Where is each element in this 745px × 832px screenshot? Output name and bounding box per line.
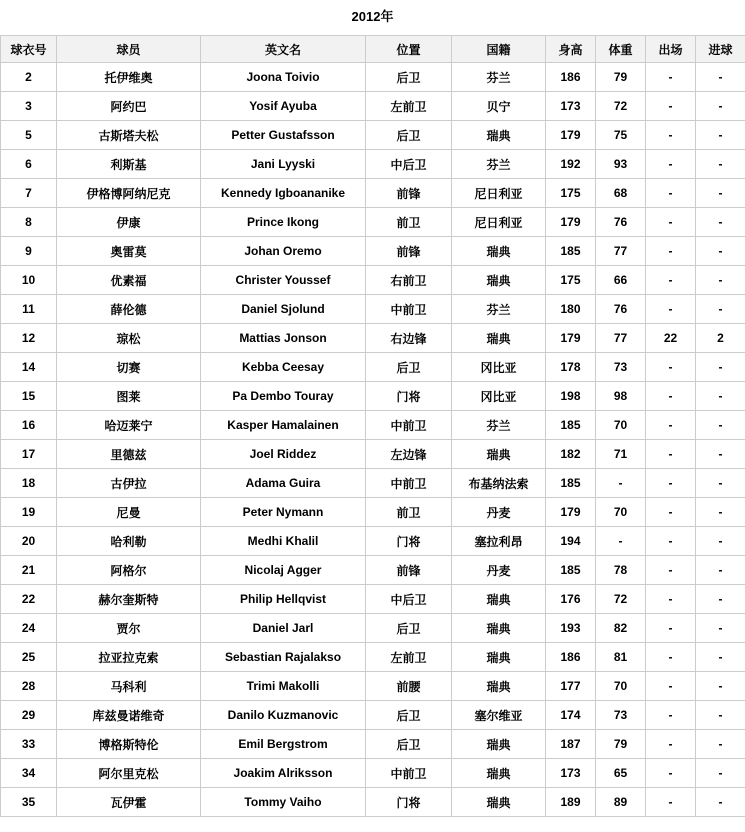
cell-nationality: 瑞典 bbox=[452, 672, 546, 701]
cell-position: 后卫 bbox=[366, 701, 452, 730]
cell-jersey-number: 17 bbox=[1, 440, 57, 469]
cell-jersey-number: 12 bbox=[1, 324, 57, 353]
cell-position: 中前卫 bbox=[366, 295, 452, 324]
cell-appearances: - bbox=[646, 498, 696, 527]
cell-height: 182 bbox=[546, 440, 596, 469]
cell-english-name: Trimi Makolli bbox=[201, 672, 366, 701]
cell-english-name: Petter Gustafsson bbox=[201, 121, 366, 150]
cell-position: 右边锋 bbox=[366, 324, 452, 353]
cell-appearances: - bbox=[646, 266, 696, 295]
cell-player: 薛伦德 bbox=[57, 295, 201, 324]
cell-player: 伊格博阿纳尼克 bbox=[57, 179, 201, 208]
cell-position: 中后卫 bbox=[366, 150, 452, 179]
table-row bbox=[1, 150, 745, 179]
cell-weight: 66 bbox=[596, 266, 646, 295]
cell-position: 后卫 bbox=[366, 730, 452, 759]
cell-nationality: 芬兰 bbox=[452, 295, 546, 324]
column-header-nationality: 国籍 bbox=[452, 36, 546, 63]
cell-weight: 68 bbox=[596, 179, 646, 208]
cell-player: 古伊拉 bbox=[57, 469, 201, 498]
cell-jersey-number: 18 bbox=[1, 469, 57, 498]
cell-jersey-number: 15 bbox=[1, 382, 57, 411]
cell-appearances: - bbox=[646, 382, 696, 411]
cell-weight: 71 bbox=[596, 440, 646, 469]
cell-height: 175 bbox=[546, 266, 596, 295]
cell-height: 179 bbox=[546, 208, 596, 237]
cell-height: 174 bbox=[546, 701, 596, 730]
table-row bbox=[1, 788, 745, 817]
table-row bbox=[1, 324, 745, 353]
cell-appearances: - bbox=[646, 614, 696, 643]
cell-player: 拉亚拉克索 bbox=[57, 643, 201, 672]
cell-player: 利斯基 bbox=[57, 150, 201, 179]
cell-nationality: 瑞典 bbox=[452, 237, 546, 266]
cell-height: 198 bbox=[546, 382, 596, 411]
cell-weight: 79 bbox=[596, 730, 646, 759]
cell-english-name: Emil Bergstrom bbox=[201, 730, 366, 759]
cell-english-name: Adama Guira bbox=[201, 469, 366, 498]
cell-player: 阿尔里克松 bbox=[57, 759, 201, 788]
cell-weight: 77 bbox=[596, 237, 646, 266]
cell-jersey-number: 28 bbox=[1, 672, 57, 701]
cell-english-name: Johan Oremo bbox=[201, 237, 366, 266]
cell-position: 中前卫 bbox=[366, 469, 452, 498]
cell-weight: 89 bbox=[596, 788, 646, 817]
cell-english-name: Nicolaj Agger bbox=[201, 556, 366, 585]
cell-goals: - bbox=[696, 63, 745, 92]
cell-jersey-number: 3 bbox=[1, 92, 57, 121]
cell-nationality: 瑞典 bbox=[452, 643, 546, 672]
cell-position: 门将 bbox=[366, 382, 452, 411]
cell-nationality: 瑞典 bbox=[452, 324, 546, 353]
cell-player: 贾尔 bbox=[57, 614, 201, 643]
cell-jersey-number: 8 bbox=[1, 208, 57, 237]
cell-position: 前卫 bbox=[366, 208, 452, 237]
cell-position: 门将 bbox=[366, 527, 452, 556]
table-row bbox=[1, 121, 745, 150]
cell-appearances: 22 bbox=[646, 324, 696, 353]
cell-jersey-number: 25 bbox=[1, 643, 57, 672]
cell-goals: - bbox=[696, 150, 745, 179]
cell-nationality: 丹麦 bbox=[452, 498, 546, 527]
cell-english-name: Mattias Jonson bbox=[201, 324, 366, 353]
table-row bbox=[1, 585, 745, 614]
cell-appearances: - bbox=[646, 788, 696, 817]
cell-height: 178 bbox=[546, 353, 596, 382]
cell-position: 左边锋 bbox=[366, 440, 452, 469]
cell-appearances: - bbox=[646, 469, 696, 498]
cell-player: 哈迈莱宁 bbox=[57, 411, 201, 440]
cell-appearances: - bbox=[646, 585, 696, 614]
cell-player: 图莱 bbox=[57, 382, 201, 411]
cell-goals: - bbox=[696, 179, 745, 208]
cell-weight: - bbox=[596, 469, 646, 498]
cell-goals: - bbox=[696, 730, 745, 759]
table-row bbox=[1, 237, 745, 266]
table-row bbox=[1, 411, 745, 440]
cell-jersey-number: 19 bbox=[1, 498, 57, 527]
cell-weight: 79 bbox=[596, 63, 646, 92]
cell-goals: - bbox=[696, 788, 745, 817]
cell-height: 189 bbox=[546, 788, 596, 817]
cell-nationality: 瑞典 bbox=[452, 759, 546, 788]
cell-jersey-number: 34 bbox=[1, 759, 57, 788]
cell-position: 后卫 bbox=[366, 121, 452, 150]
cell-appearances: - bbox=[646, 150, 696, 179]
cell-weight: 76 bbox=[596, 295, 646, 324]
cell-player: 伊康 bbox=[57, 208, 201, 237]
cell-player: 奥雷莫 bbox=[57, 237, 201, 266]
cell-nationality: 瑞典 bbox=[452, 730, 546, 759]
table-header-row bbox=[1, 36, 745, 63]
cell-weight: 98 bbox=[596, 382, 646, 411]
cell-nationality: 芬兰 bbox=[452, 411, 546, 440]
column-header-player: 球员 bbox=[57, 36, 201, 63]
cell-player: 优素福 bbox=[57, 266, 201, 295]
cell-nationality: 芬兰 bbox=[452, 63, 546, 92]
cell-height: 186 bbox=[546, 63, 596, 92]
cell-height: 173 bbox=[546, 92, 596, 121]
table-row bbox=[1, 614, 745, 643]
cell-english-name: Kasper Hamalainen bbox=[201, 411, 366, 440]
cell-goals: - bbox=[696, 440, 745, 469]
cell-position: 左前卫 bbox=[366, 643, 452, 672]
cell-nationality: 丹麦 bbox=[452, 556, 546, 585]
table-row bbox=[1, 208, 745, 237]
cell-jersey-number: 16 bbox=[1, 411, 57, 440]
cell-appearances: - bbox=[646, 759, 696, 788]
column-header-jersey-number: 球衣号 bbox=[1, 36, 57, 63]
cell-goals: - bbox=[696, 585, 745, 614]
cell-player: 博格斯特伦 bbox=[57, 730, 201, 759]
cell-goals: - bbox=[696, 614, 745, 643]
cell-goals: - bbox=[696, 295, 745, 324]
cell-player: 阿约巴 bbox=[57, 92, 201, 121]
cell-appearances: - bbox=[646, 237, 696, 266]
cell-appearances: - bbox=[646, 701, 696, 730]
cell-player: 马科利 bbox=[57, 672, 201, 701]
cell-english-name: Daniel Sjolund bbox=[201, 295, 366, 324]
cell-english-name: Jani Lyyski bbox=[201, 150, 366, 179]
table-body bbox=[1, 63, 745, 817]
table-row bbox=[1, 672, 745, 701]
cell-jersey-number: 20 bbox=[1, 527, 57, 556]
cell-player: 哈利勒 bbox=[57, 527, 201, 556]
cell-english-name: Kebba Ceesay bbox=[201, 353, 366, 382]
cell-player: 阿格尔 bbox=[57, 556, 201, 585]
cell-nationality: 瑞典 bbox=[452, 266, 546, 295]
cell-nationality: 瑞典 bbox=[452, 440, 546, 469]
cell-weight: 76 bbox=[596, 208, 646, 237]
page-title: 2012年 bbox=[351, 9, 394, 24]
cell-jersey-number: 14 bbox=[1, 353, 57, 382]
cell-player: 赫尔奎斯特 bbox=[57, 585, 201, 614]
cell-player: 瓦伊霍 bbox=[57, 788, 201, 817]
cell-player: 琼松 bbox=[57, 324, 201, 353]
cell-weight: - bbox=[596, 527, 646, 556]
cell-position: 前锋 bbox=[366, 237, 452, 266]
column-header-height: 身高 bbox=[546, 36, 596, 63]
cell-position: 右前卫 bbox=[366, 266, 452, 295]
column-header-weight: 体重 bbox=[596, 36, 646, 63]
cell-height: 187 bbox=[546, 730, 596, 759]
cell-weight: 77 bbox=[596, 324, 646, 353]
cell-player: 尼曼 bbox=[57, 498, 201, 527]
cell-appearances: - bbox=[646, 556, 696, 585]
cell-position: 中后卫 bbox=[366, 585, 452, 614]
cell-height: 193 bbox=[546, 614, 596, 643]
cell-goals: - bbox=[696, 527, 745, 556]
cell-nationality: 尼日利亚 bbox=[452, 208, 546, 237]
cell-jersey-number: 7 bbox=[1, 179, 57, 208]
cell-nationality: 芬兰 bbox=[452, 150, 546, 179]
table-row bbox=[1, 382, 745, 411]
cell-appearances: - bbox=[646, 92, 696, 121]
cell-goals: - bbox=[696, 556, 745, 585]
cell-nationality: 塞拉利昂 bbox=[452, 527, 546, 556]
cell-goals: - bbox=[696, 701, 745, 730]
table-header bbox=[1, 36, 745, 63]
cell-appearances: - bbox=[646, 527, 696, 556]
cell-height: 192 bbox=[546, 150, 596, 179]
cell-weight: 72 bbox=[596, 92, 646, 121]
cell-nationality: 瑞典 bbox=[452, 614, 546, 643]
cell-nationality: 瑞典 bbox=[452, 585, 546, 614]
cell-jersey-number: 22 bbox=[1, 585, 57, 614]
cell-height: 176 bbox=[546, 585, 596, 614]
cell-appearances: - bbox=[646, 353, 696, 382]
cell-english-name: Medhi Khalil bbox=[201, 527, 366, 556]
table-row bbox=[1, 353, 745, 382]
cell-position: 后卫 bbox=[366, 614, 452, 643]
cell-height: 185 bbox=[546, 556, 596, 585]
cell-weight: 93 bbox=[596, 150, 646, 179]
table-row bbox=[1, 63, 745, 92]
cell-position: 前腰 bbox=[366, 672, 452, 701]
cell-appearances: - bbox=[646, 295, 696, 324]
cell-appearances: - bbox=[646, 208, 696, 237]
cell-height: 185 bbox=[546, 411, 596, 440]
cell-goals: - bbox=[696, 121, 745, 150]
cell-goals: - bbox=[696, 643, 745, 672]
cell-position: 前锋 bbox=[366, 179, 452, 208]
cell-english-name: Peter Nymann bbox=[201, 498, 366, 527]
cell-goals: - bbox=[696, 92, 745, 121]
cell-jersey-number: 24 bbox=[1, 614, 57, 643]
cell-goals: - bbox=[696, 469, 745, 498]
cell-appearances: - bbox=[646, 179, 696, 208]
cell-position: 前锋 bbox=[366, 556, 452, 585]
column-header-english-name: 英文名 bbox=[201, 36, 366, 63]
cell-position: 后卫 bbox=[366, 353, 452, 382]
table-row bbox=[1, 556, 745, 585]
cell-goals: 2 bbox=[696, 324, 745, 353]
cell-position: 左前卫 bbox=[366, 92, 452, 121]
cell-player: 库兹曼诺维奇 bbox=[57, 701, 201, 730]
cell-jersey-number: 29 bbox=[1, 701, 57, 730]
cell-height: 179 bbox=[546, 121, 596, 150]
cell-jersey-number: 21 bbox=[1, 556, 57, 585]
cell-height: 185 bbox=[546, 469, 596, 498]
cell-english-name: Tommy Vaiho bbox=[201, 788, 366, 817]
table-row bbox=[1, 266, 745, 295]
cell-english-name: Yosif Ayuba bbox=[201, 92, 366, 121]
cell-height: 180 bbox=[546, 295, 596, 324]
cell-appearances: - bbox=[646, 121, 696, 150]
table-row bbox=[1, 498, 745, 527]
cell-english-name: Sebastian Rajalakso bbox=[201, 643, 366, 672]
cell-nationality: 冈比亚 bbox=[452, 382, 546, 411]
cell-english-name: Kennedy Igboananike bbox=[201, 179, 366, 208]
cell-nationality: 塞尔维亚 bbox=[452, 701, 546, 730]
cell-goals: - bbox=[696, 498, 745, 527]
cell-height: 194 bbox=[546, 527, 596, 556]
cell-appearances: - bbox=[646, 411, 696, 440]
cell-english-name: Pa Dembo Touray bbox=[201, 382, 366, 411]
cell-height: 185 bbox=[546, 237, 596, 266]
table-row bbox=[1, 295, 745, 324]
cell-nationality: 瑞典 bbox=[452, 121, 546, 150]
table-row bbox=[1, 759, 745, 788]
cell-height: 179 bbox=[546, 324, 596, 353]
cell-position: 后卫 bbox=[366, 63, 452, 92]
cell-nationality: 布基纳法索 bbox=[452, 469, 546, 498]
cell-weight: 65 bbox=[596, 759, 646, 788]
cell-appearances: - bbox=[646, 440, 696, 469]
cell-jersey-number: 33 bbox=[1, 730, 57, 759]
cell-weight: 73 bbox=[596, 353, 646, 382]
table-row bbox=[1, 527, 745, 556]
cell-nationality: 瑞典 bbox=[452, 788, 546, 817]
column-header-position: 位置 bbox=[366, 36, 452, 63]
cell-player: 古斯塔夫松 bbox=[57, 121, 201, 150]
table-row bbox=[1, 701, 745, 730]
cell-goals: - bbox=[696, 672, 745, 701]
cell-position: 前卫 bbox=[366, 498, 452, 527]
cell-english-name: Joona Toivio bbox=[201, 63, 366, 92]
cell-appearances: - bbox=[646, 672, 696, 701]
cell-goals: - bbox=[696, 382, 745, 411]
cell-english-name: Joakim Alriksson bbox=[201, 759, 366, 788]
cell-appearances: - bbox=[646, 643, 696, 672]
column-header-appearances: 出场 bbox=[646, 36, 696, 63]
cell-height: 179 bbox=[546, 498, 596, 527]
cell-goals: - bbox=[696, 266, 745, 295]
cell-appearances: - bbox=[646, 730, 696, 759]
cell-goals: - bbox=[696, 759, 745, 788]
cell-goals: - bbox=[696, 237, 745, 266]
cell-nationality: 冈比亚 bbox=[452, 353, 546, 382]
cell-goals: - bbox=[696, 411, 745, 440]
cell-jersey-number: 9 bbox=[1, 237, 57, 266]
cell-weight: 73 bbox=[596, 701, 646, 730]
cell-weight: 75 bbox=[596, 121, 646, 150]
cell-english-name: Christer Youssef bbox=[201, 266, 366, 295]
cell-player: 切赛 bbox=[57, 353, 201, 382]
cell-weight: 78 bbox=[596, 556, 646, 585]
cell-position: 门将 bbox=[366, 788, 452, 817]
cell-english-name: Prince Ikong bbox=[201, 208, 366, 237]
table-row bbox=[1, 440, 745, 469]
table-row bbox=[1, 730, 745, 759]
cell-english-name: Philip Hellqvist bbox=[201, 585, 366, 614]
cell-jersey-number: 5 bbox=[1, 121, 57, 150]
cell-nationality: 尼日利亚 bbox=[452, 179, 546, 208]
cell-weight: 72 bbox=[596, 585, 646, 614]
cell-height: 175 bbox=[546, 179, 596, 208]
cell-goals: - bbox=[696, 353, 745, 382]
cell-position: 中前卫 bbox=[366, 411, 452, 440]
cell-weight: 82 bbox=[596, 614, 646, 643]
table-row bbox=[1, 179, 745, 208]
table-row bbox=[1, 92, 745, 121]
cell-weight: 70 bbox=[596, 411, 646, 440]
cell-jersey-number: 2 bbox=[1, 63, 57, 92]
column-header-goals: 进球 bbox=[696, 36, 745, 63]
cell-nationality: 贝宁 bbox=[452, 92, 546, 121]
cell-english-name: Danilo Kuzmanovic bbox=[201, 701, 366, 730]
cell-height: 177 bbox=[546, 672, 596, 701]
cell-height: 186 bbox=[546, 643, 596, 672]
cell-jersey-number: 11 bbox=[1, 295, 57, 324]
table-row bbox=[1, 469, 745, 498]
roster-table bbox=[0, 35, 745, 817]
cell-weight: 81 bbox=[596, 643, 646, 672]
cell-english-name: Daniel Jarl bbox=[201, 614, 366, 643]
cell-player: 里德兹 bbox=[57, 440, 201, 469]
cell-position: 中前卫 bbox=[366, 759, 452, 788]
cell-player: 托伊维奥 bbox=[57, 63, 201, 92]
cell-height: 173 bbox=[546, 759, 596, 788]
cell-jersey-number: 35 bbox=[1, 788, 57, 817]
cell-weight: 70 bbox=[596, 672, 646, 701]
cell-english-name: Joel Riddez bbox=[201, 440, 366, 469]
cell-appearances: - bbox=[646, 63, 696, 92]
cell-weight: 70 bbox=[596, 498, 646, 527]
cell-jersey-number: 10 bbox=[1, 266, 57, 295]
cell-goals: - bbox=[696, 208, 745, 237]
cell-jersey-number: 6 bbox=[1, 150, 57, 179]
table-row bbox=[1, 643, 745, 672]
